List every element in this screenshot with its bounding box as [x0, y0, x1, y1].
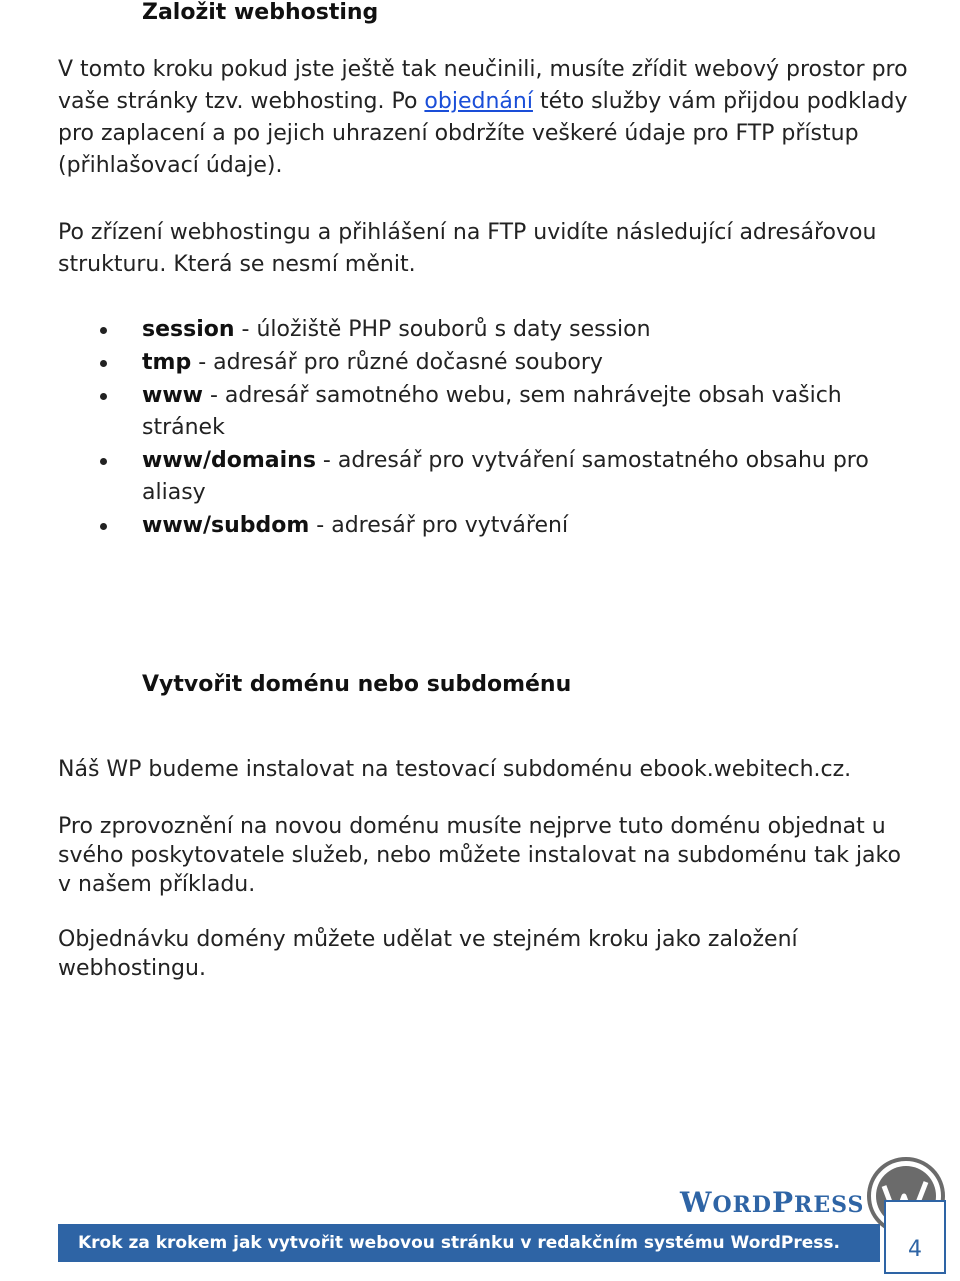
directory-name: www [142, 383, 203, 408]
list-item-session [100, 314, 920, 346]
bullet-icon [100, 458, 107, 465]
directory-description: - adresář pro různé dočasné soubory [191, 350, 603, 375]
paragraph-domain-same-step: Objednávku domény můžete udělat ve stejném kroku jako založení webhostingu. [58, 927, 798, 981]
paragraph-subdomain: Náš WP budeme instalovat na testovací subdoménu ebook.webitech.cz. [58, 757, 852, 782]
directory-list [100, 314, 920, 543]
order-link[interactable]: objednání [424, 89, 533, 114]
logo-letter: W [680, 1186, 713, 1219]
bullet-icon [100, 360, 107, 367]
directory-description: - adresář pro vytváření [309, 513, 569, 538]
directory-name: tmp [142, 350, 192, 375]
footer-title: Krok za krokem jak vytvořit webovou stránku v redakčním systému WordPress. [78, 1233, 841, 1253]
paragraph-text: V tomto kroku pokud jste ještě tak neučinili, musíte zřídit webový prostor pro vaše stránky tzv. webhosting. Po [58, 57, 908, 114]
bullet-icon [100, 523, 107, 530]
directory-name: www/subdom [142, 513, 310, 538]
logo-letters: ORD [712, 1192, 772, 1218]
logo-letters: RESS [794, 1192, 865, 1218]
section-heading-domain: Vytvořit doménu nebo subdoménu [142, 672, 572, 697]
paragraph-text: této služby vám přijdou podklady pro zaplacení a po jejich uhrazení obdržíte veškeré údaje pro FTP přístup (přihlašovací údaje). [58, 89, 908, 178]
bullet-icon [100, 393, 107, 400]
paragraph-domain-order: Pro zprovoznění na novou doménu musíte nejprve tuto doménu objednat u svého poskytovatele služeb, nebo můžete instalovat na subdoménu tak jako v našem příkladu. [58, 814, 901, 897]
section-heading-webhosting: Založit webhosting [142, 0, 379, 25]
list-item-www-subdom [100, 510, 920, 542]
directory-description: - adresář pro vytváření samostatného obsahu pro aliasy [142, 448, 869, 505]
list-item-tmp [100, 347, 920, 379]
page-number: 4 [908, 1237, 922, 1262]
paragraph-directory-structure: Po zřízení webhostingu a přihlášení na FTP uvidíte následující adresářovou strukturu. Která se nesmí měnit. [58, 220, 877, 277]
list-item-www [100, 380, 920, 444]
paragraph-webhosting-intro [58, 54, 918, 182]
directory-description: - adresář samotného webu, sem nahrávejte obsah vašich stránek [142, 383, 842, 440]
list-item-www-domains [100, 445, 920, 509]
page-number-box [884, 1200, 946, 1274]
wordpress-logo-text [680, 1186, 864, 1219]
bullet-icon [100, 327, 107, 334]
directory-name: www/domains [142, 448, 316, 473]
footer-bar [58, 1224, 880, 1262]
directory-name: session [142, 317, 235, 342]
logo-letter: P [771, 1186, 795, 1219]
directory-description: - úložiště PHP souborů s daty session [234, 317, 651, 342]
